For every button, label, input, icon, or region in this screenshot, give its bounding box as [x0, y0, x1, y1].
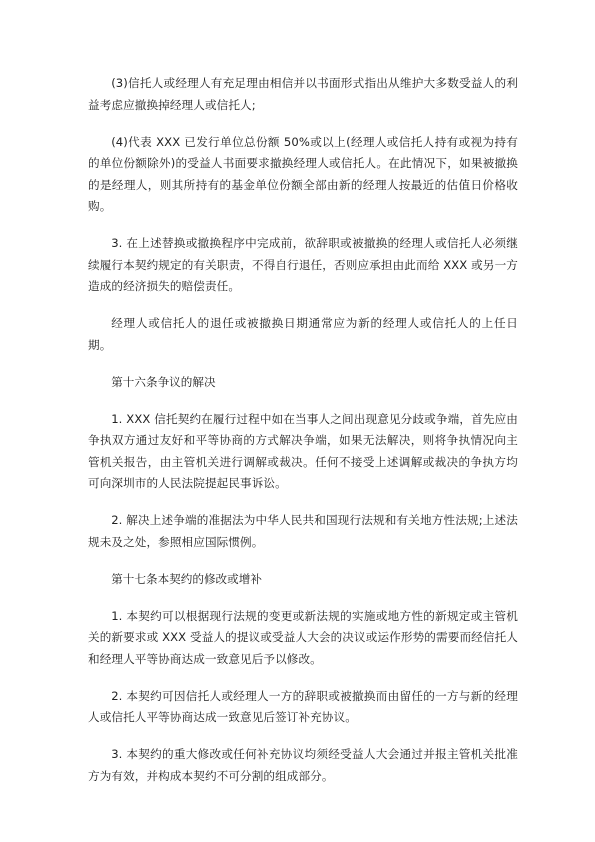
paragraph-16-1: 1. XXX 信托契约在履行过程中如在当事人之间出现意见分歧或争端，首先应由争执双方通过友好和平等协商的方式解决争端，如果无法解决，则将争执情况向主管机关报告，由主管机关进行调解或裁决。任何不接受上述调解或裁决的争执方均可向深圳市的人民法院提起民事诉讼。 [88, 411, 518, 490]
paragraph-item-3: 3. 在上述替换或撤换程序中完成前，欲辞职或被撤换的经理人或信托人必须继续履行本契约规定的有关职责，不得自行退任，否则应承担由此而给 XXX 或另一方造成的经济损失的赔偿责任。 [88, 236, 518, 293]
section-heading-16: 第十六条争议的解决 [111, 374, 216, 389]
paragraph-17-3: 3. 本契约的重大修改或任何补充协议均须经受益人大会通过并报主管机关批准方为有效，并构成本契约不可分割的组成部分。 [88, 747, 518, 783]
paragraph-clause-4: (4)代表 XXX 已发行单位总份额 50%或以上(经理人或信托人持有或视为持有的单位份额除外)的受益人书面要求撤换经理人或信托人。在此情况下，如果被撤换的是经理人，则其所持有的基金单位份额全部由新的经理人按最近的估值日价格收购。 [88, 134, 518, 213]
paragraph-16-2: 2. 解决上述争端的准据法为中华人民共和国现行法规和有关地方性法规;上述法规未及之处，参照相应国际惯例。 [88, 513, 518, 549]
paragraph-17-2: 2. 本契约可因信托人或经理人一方的辞职或被撤换而由留任的一方与新的经理人或信托人平等协商达成一致意见后签订补充协议。 [88, 688, 518, 724]
section-heading-17: 第十七条本契约的修改或增补 [111, 571, 262, 586]
paragraph-retirement-date: 经理人或信托人的退任或被撤换日期通常应为新的经理人或信托人的上任日期。 [88, 316, 518, 352]
paragraph-clause-3: (3)信托人或经理人有充足理由相信并以书面形式指出从维护大多数受益人的利益考虑应撤换掉经理人或信托人; [88, 76, 518, 112]
paragraph-17-1: 1. 本契约可以根据现行法规的变更或新法规的实施或地方性的新规定或主管机关的新要求或 XXX 受益人的提议或受益人大会的决议或运作形势的需要而经信托人和经理人平等协商达成一致意见后予以修改。 [88, 608, 518, 666]
document-body [88, 73, 518, 803]
